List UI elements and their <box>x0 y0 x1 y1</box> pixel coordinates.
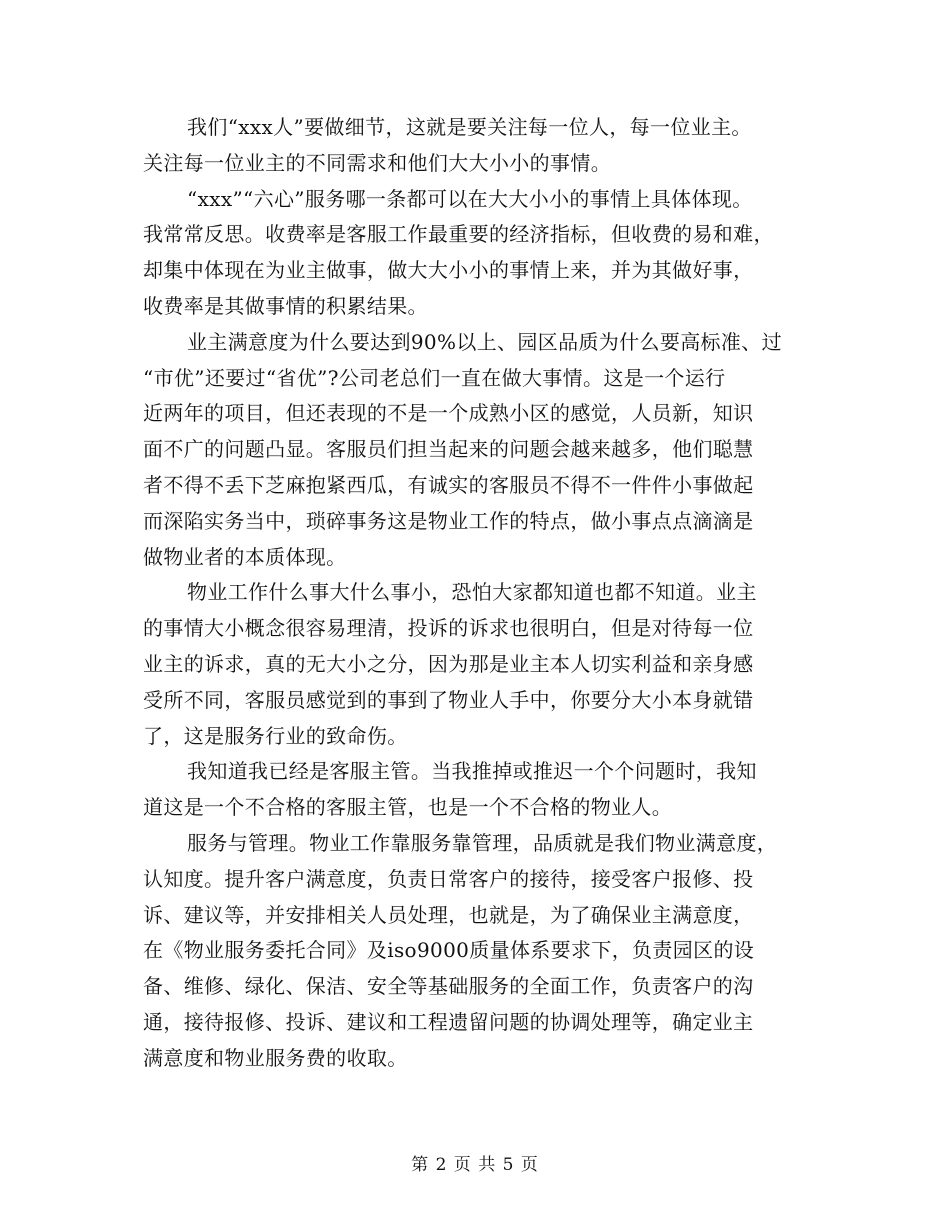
text-line: “xxx”“六心”服务哪一条都可以在大大小小的事情上具体体现。 <box>187 186 753 211</box>
text-line: 物业工作什么事大什么事小，恐怕大家都知道也都不知道。业主 <box>187 580 757 605</box>
footer-label-total: 共 <box>478 1155 497 1175</box>
footer-page-total: 5 <box>502 1155 515 1175</box>
text-line: 面不广的问题凸显。客服员们担当起来的问题会越来越多，他们聪慧 <box>143 437 754 462</box>
page-footer <box>0 1150 950 1175</box>
paragraph <box>143 110 833 182</box>
text-line: 我常常反思。收费率是客服工作最重要的经济指标，但收费的易和难， <box>143 222 774 247</box>
footer-label-total-unit: 页 <box>520 1155 539 1175</box>
text-line: 了，这是服务行业的致命伤。 <box>143 723 408 748</box>
text-line: 我知道我已经是客服主管。当我推掉或推迟一个个问题时，我知 <box>187 759 757 784</box>
text-line: 道这是一个不合格的客服主管，也是一个不合格的物业人。 <box>143 795 673 820</box>
text-line: 关注每一位业主的不同需求和他们大大小小的事情。 <box>143 150 612 175</box>
text-line: 我们“xxx人”要做细节，这就是要关注每一位人，每一位业主。 <box>187 115 752 139</box>
text-line: 受所不同，客服员感觉到的事到了物业人手中，你要分大小本身就错 <box>143 687 754 712</box>
text-line: 收费率是其做事情的积累结果。 <box>143 293 428 318</box>
text-line: 业主的诉求，真的无大小之分，因为那是业主本人切实利益和亲身感 <box>143 651 754 676</box>
text-line: 做物业者的本质体现。 <box>143 544 347 569</box>
text-line: 而深陷实务当中，琐碎事务这是物业工作的特点，做小事点点滴滴是 <box>143 508 754 533</box>
paragraph <box>143 754 833 826</box>
text-line: “市优”还要过“省优”?公司老总们一直在做大事情。这是一个运行 <box>143 365 726 390</box>
footer-page-current: 2 <box>435 1155 448 1175</box>
text-line: 诉、建议等，并安排相关人员处理，也就是，为了确保业主满意度， <box>143 902 754 927</box>
footer-label-page: 第 <box>411 1155 430 1175</box>
paragraph <box>143 182 833 325</box>
text-line: 满意度和物业服务费的收取。 <box>143 1045 408 1070</box>
text-line: 者不得不丢下芝麻抱紧西瓜，有诚实的客服员不得不一件件小事做起 <box>143 472 754 497</box>
document-body <box>143 110 833 1077</box>
footer-label-page-unit: 页 <box>453 1155 472 1175</box>
paragraph <box>143 325 833 576</box>
text-line: 通，接待报修、投诉、建议和工程遗留问题的协调处理等，确定业主 <box>143 1009 754 1034</box>
text-line: 近两年的项目，但还表现的不是一个成熟小区的感觉，人员新，知识 <box>143 401 754 426</box>
text-line: 的事情大小概念很容易理清，投诉的诉求也很明白，但是对待每一位 <box>143 616 754 641</box>
text-line: 却集中体现在为业主做事，做大大小小的事情上来，并为其做好事， <box>143 258 754 283</box>
text-line: 备、维修、绿化、保洁、安全等基础服务的全面工作，负责客户的沟 <box>143 974 754 999</box>
text-line: 业主满意度为什么要达到90%以上、园区品质为什么要高标准、过 <box>187 329 782 354</box>
text-line: 在《物业服务委托合同》及iso9000质量体系要求下，负责园区的设 <box>143 938 755 963</box>
paragraph <box>143 826 833 1077</box>
text-line: 服务与管理。物业工作靠服务靠管理，品质就是我们物业满意度， <box>187 830 778 855</box>
text-line: 认知度。提升客户满意度，负责日常客户的接待，接受客户报修、投 <box>143 866 754 891</box>
paragraph <box>143 575 833 754</box>
